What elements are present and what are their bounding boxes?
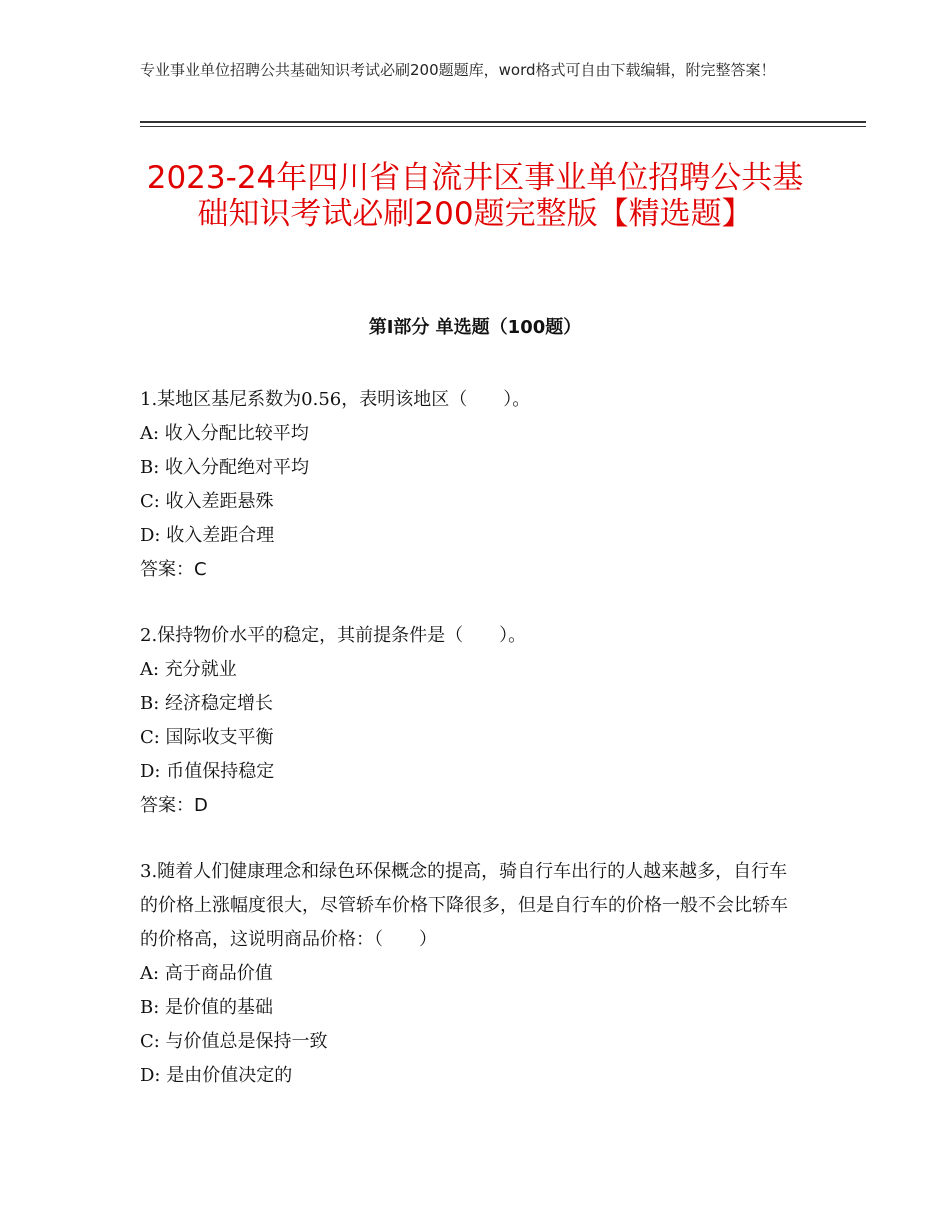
question-stem: 1.某地区基尼系数为0.56，表明该地区（ ）。 bbox=[140, 389, 531, 410]
option-d: D: 币值保持稳定 bbox=[140, 761, 275, 782]
option-a: A: 收入分配比较平均 bbox=[140, 423, 309, 444]
question-stem: 2.保持物价水平的稳定，其前提条件是（ ）。 bbox=[140, 625, 527, 646]
option-b: B: 经济稳定增长 bbox=[140, 693, 274, 714]
answer-line: 答案：D bbox=[140, 795, 208, 816]
document-title: 2023-24年四川省自流井区事业单位招聘公共基础知识考试必刷200题完整版【精选题】 bbox=[146, 160, 804, 232]
question-3 bbox=[140, 855, 800, 1093]
option-d: D: 收入差距合理 bbox=[140, 525, 275, 546]
option-d: D: 是由价值决定的 bbox=[140, 1065, 293, 1086]
question-1 bbox=[140, 383, 800, 587]
option-b: B: 是价值的基础 bbox=[140, 997, 274, 1018]
answer-line: 答案：C bbox=[140, 559, 207, 580]
option-c: C: 收入差距悬殊 bbox=[140, 491, 274, 512]
option-c: C: 国际收支平衡 bbox=[140, 727, 274, 748]
question-stem: 3.随着人们健康理念和绿色环保概念的提高，骑自行车出行的人越来越多，自行车的价格上涨幅度很大，尽管轿车价格下降很多，但是自行车的价格一般不会比轿车的价格高，这说明商品价格：（ ） bbox=[140, 861, 788, 950]
option-a: A: 高于商品价值 bbox=[140, 963, 273, 984]
header-note: 专业事业单位招聘公共基础知识考试必刷200题题库，word格式可自由下载编辑，附完整答案！ bbox=[140, 61, 776, 79]
option-c: C: 与价值总是保持一致 bbox=[140, 1031, 328, 1052]
section-title: 第Ⅰ部分 单选题（100题） bbox=[368, 317, 582, 338]
question-list bbox=[140, 383, 800, 1093]
header-rule-thick bbox=[140, 121, 866, 123]
option-b: B: 收入分配绝对平均 bbox=[140, 457, 310, 478]
question-spacer bbox=[140, 823, 800, 855]
option-a: A: 充分就业 bbox=[140, 659, 237, 680]
question-2 bbox=[140, 619, 800, 823]
question-spacer bbox=[140, 587, 800, 619]
header-rule-thin bbox=[140, 126, 866, 127]
